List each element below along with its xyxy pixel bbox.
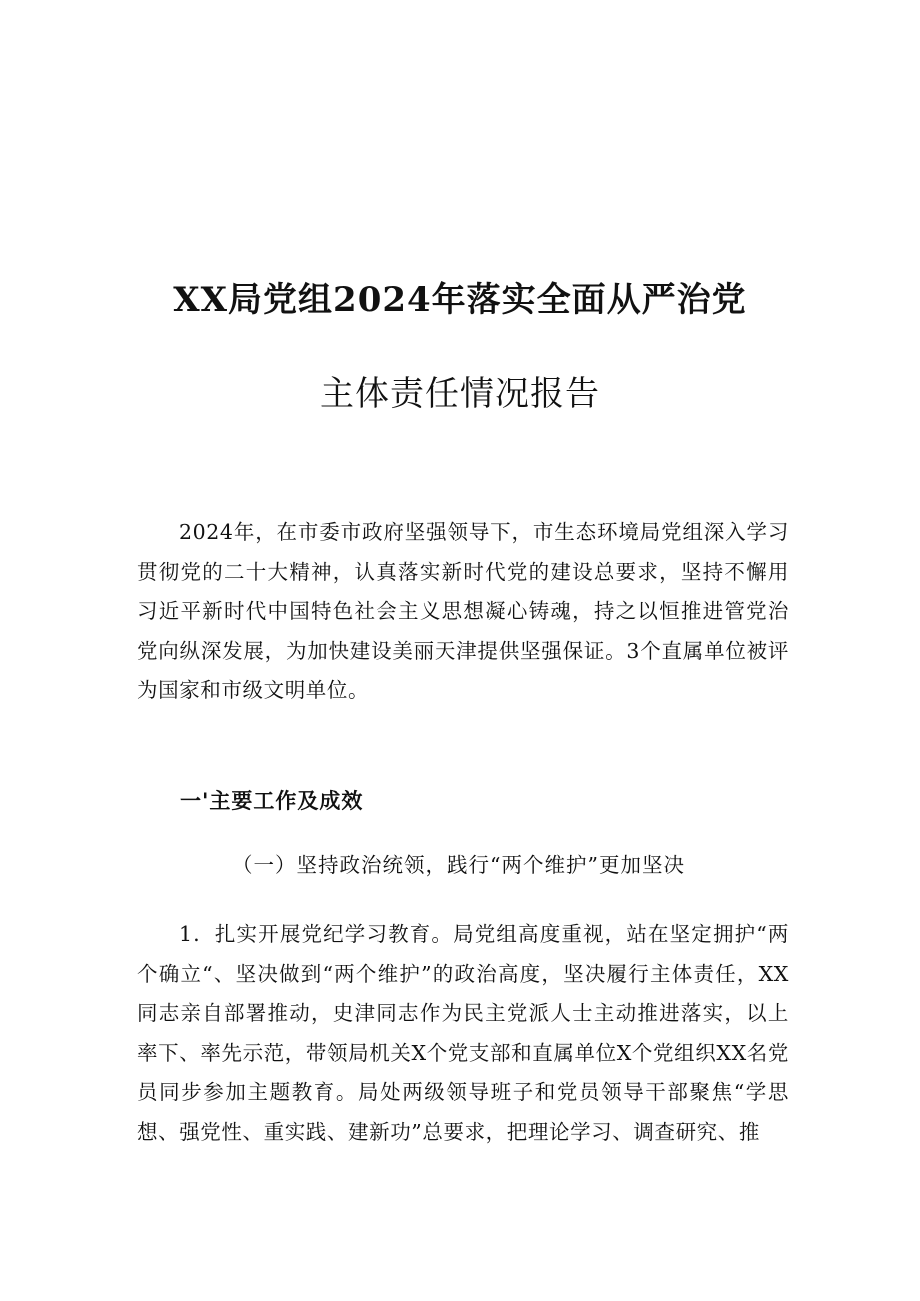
document-title-line-1: XX局党组2024年落实全面从严治党 [173,280,747,320]
document-title-line-2: 主体责任情况报告 [320,374,600,414]
section-heading: 一'主要工作及成效 [180,789,364,813]
intro-paragraph: 2024年，在市委市政府坚强领导下，市生态环境局党组深入学习贯彻党的二十大精神，认真落实新时代党的建设总要求，坚持不懈用习近平新时代中国特色社会主义思想凝心铸魂，持之以恒推进管党治党向纵深发展，为加快建设美丽天津提供坚强保证。3个直属单位被评为国家和市级文明单位。 [137,520,789,703]
subsection-heading: （一）坚持政治统领，践行“两个维护”更加坚决 [232,853,685,877]
body-paragraph: 1．扎实开展党纪学习教育。局党组高度重视，站在坚定拥护“两个确立“、坚决做到“两个维护”的政治高度，坚决履行主体责任，XX同志亲自部署推动，史津同志作为民主党派人士主动推进落实，以上率下、率先示范，带领局机关X个党支部和直属单位X个党组织XX名党员同步参加主题教育。局处两级领导班子和党员领导干部聚焦“学思想、强党性、重实践、建新功”总要求，把理论学习、调查研究、推 [137,922,789,1144]
